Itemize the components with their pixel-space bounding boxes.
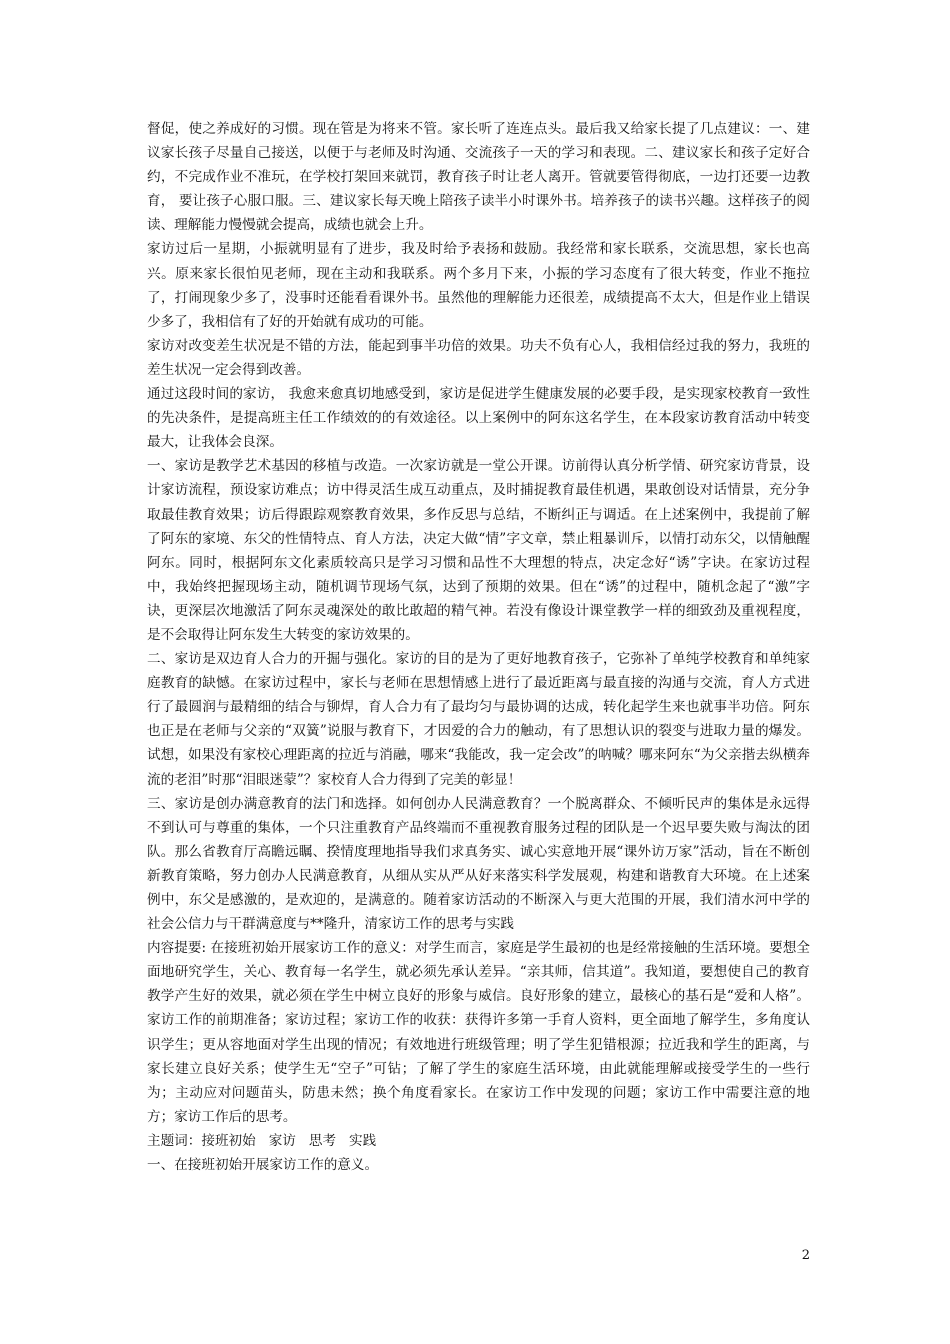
paragraph-abstract: 内容提要: 在接班初始开展家访工作的意义：对学生而言，家庭是学生最初的也是经常接触的生活环境。要想全面地研究学生，关心、教育每一名学生，就必须先承认差异。“亲其师，信其道”。我知道，要想使自己的教育教学产生好的效果，就必须在学生中树立良好的形象与威信。良好形象的建立，最核心的基石是“爱和人格”。家访工作的前期准备；家访过程；家访工作的收获：获得许多第一手育人资料，更全面地了解学生，多角度认识学生；更从容地面对学生出现的情况；有效地进行班级管理；明了学生犯错根源；拉近我和学生的距离，与家长建立良好关系；使学生无“空子”可钻；了解了学生的家庭生活环境，由此就能理解或接受学生的一些行为；主动应对问题苗头，防患未然；换个角度看家长。在家访工作中发现的问题；家访工作中需要注意的地方；家访工作后的思考。	[147, 940, 810, 1125]
paragraph-point-three: 三、家访是创办满意教育的法门和选择。如何创办人民满意教育？一个脱离群众、不倾听民声的集体是永远得不到认可与尊重的集体，一个只注重教育产品终端而不重视教育服务过程的团队是一个迟早要失败与淘汰的团队。那么省教育厅高瞻远瞩、揆情度理地指导我们求真务实、诚心实意地开展“课外访万家”活动，旨在不断创新教育策略，努力创办人民满意教育，从细从实从严从好来落实科学发展观，构建和谐教育大环境。在上述案例中，东父是感激的，是欢迎的，是满意的。随着家访活动的不断深入与更大范围的开展，我们清水河中学的社会公信力与干群满意度与**隆升，清家访工作的思考与实践	[147, 795, 810, 933]
paragraph-suggestions: 督促，使之养成好的习惯。现在管是为将来不管。家长听了连连点头。最后我又给家长提了几点建议：一、建议家长孩子尽量自己接送，以便于与老师及时沟通、交流孩子一天的学习和表现。二、建议家长和孩子定好合约，不完成作业不准玩，在学校打架回来就罚，教育孩子时让老人离开。管就要管得彻底，一边打还要一边教育， 要让孩子心服口服。三、建议家长每天晚上陪孩子读半小时课外书。培养孩子的读书兴趣。这样孩子的阅读、理解能力慢慢就会提高，成绩也就会上升。	[147, 121, 810, 234]
page-number: 2	[801, 1248, 810, 1263]
paragraph-section-heading: 一、在接班初始开展家访工作的意义。	[147, 1157, 379, 1174]
paragraph-point-two: 二、家访是双边育人合力的开掘与强化。家访的目的是为了更好地教育孩子，它弥补了单纯学校教育和单纯家庭教育的缺憾。在家访过程中，家长与老师在思想情感上进行了最近距离与最直接的沟通与交流，育人方式进行了最圆润与最精细的结合与铆焊，育人合力有了最均匀与最协调的达成，转化起学生来也就事半功倍。阿东也正是在老师与父亲的“双簧”说服与教育下，才因爱的合力的触动，有了思想认识的裂变与进取力量的爆发。试想，如果没有家校心理距离的拉近与消融，哪来“我能改，我一定会改”的呐喊？哪来阿东“为父亲揩去纵横奔流的老泪”时那“泪眼迷蒙”？家校育人合力得到了完美的彰显！	[147, 651, 810, 788]
paragraph-keywords: 主题词：接班初始 家访 思考 实践	[147, 1132, 377, 1149]
document-body	[147, 117, 810, 1177]
paragraph-visit-effectiveness: 家访对改变差生状况是不错的方法，能起到事半功倍的效果。功夫不负有心人，我相信经过我的努力，我班的差生状况一定会得到改善。	[147, 337, 810, 378]
paragraph-reflection: 通过这段时间的家访， 我愈来愈真切地感受到，家访是促进学生健康发展的必要手段，是实现家校教育一致性的先决条件，是提高班主任工作绩效的的有效途径。以上案例中的阿东这名学生，在本段家访教育活动中转变最大，让我体会良深。	[147, 386, 810, 451]
paragraph-progress-after-visit: 家访过后一星期，小振就明显有了进步，我及时给予表扬和鼓励。我经常和家长联系，交流思想，家长也高兴。原来家长很怕见老师，现在主动和我联系。两个多月下来，小振的学习态度有了很大转变，作业不拖拉了，打闹现象少多了，没事时还能看看课外书。虽然他的理解能力还很差，成绩提高不太大，但是作业上错误少多了，我相信有了好的开始就有成功的可能。	[147, 241, 810, 330]
paragraph-point-one: 一、家访是教学艺术基因的移植与改造。一次家访就是一堂公开课。访前得认真分析学情、研究家访背景，设计家访流程，预设家访难点；访中得灵活生成互动重点，及时捕捉教育最佳机遇，果敢创设对话情景，充分争取最佳教育效果；访后得跟踪观察教育效果，多作反思与总结，不断纠正与调适。在上述案例中，我提前了解了阿东的家境、东父的性情特点、育人方法，决定大做“情”字文章，禁止粗暴训斥，以情打动东父，以情触醒阿东。同时，根据阿东文化素质较高只是学习习惯和品性不大理想的特点，决定念好“诱”字诀。在家访过程中，我始终把握现场主动，随机调节现场气氛，达到了预期的效果。但在“诱”的过程中，随机念起了“激”字诀，更深层次地激活了阿东灵魂深处的敢比敢超的精气神。若没有像设计课堂教学一样的细致劲及重视程度，是不会取得让阿东发生大转变的家访效果的。	[147, 458, 810, 643]
